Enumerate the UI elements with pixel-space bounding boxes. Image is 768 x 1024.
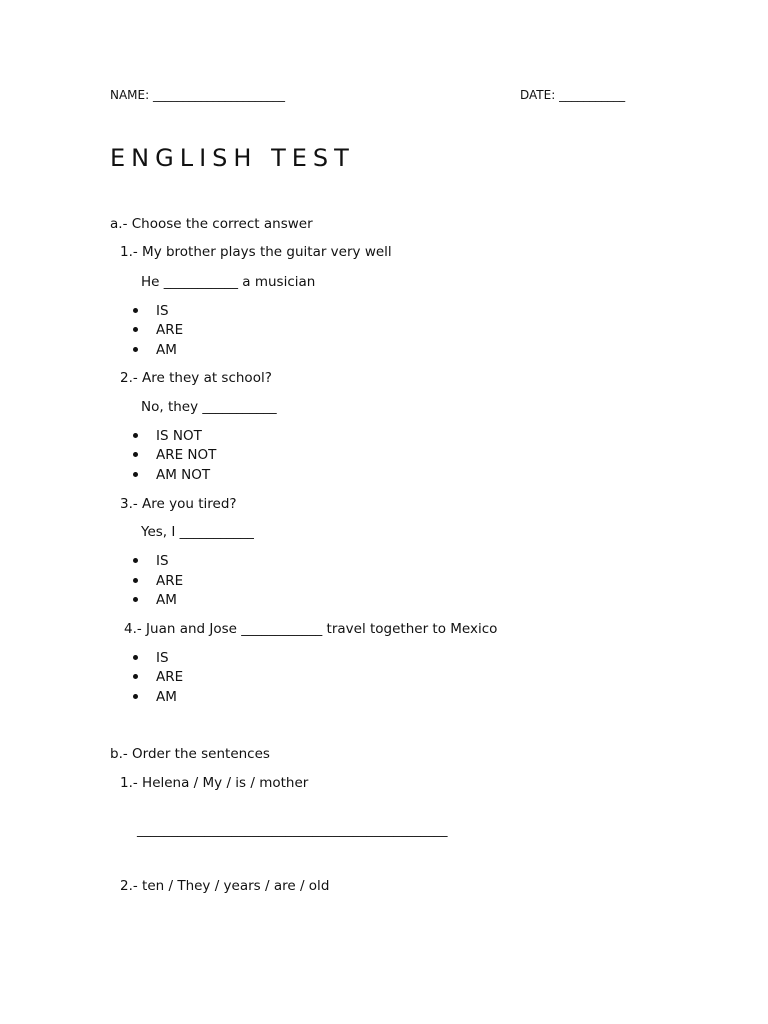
question-3-prompt: 3.- Are you tired? bbox=[120, 496, 237, 512]
bullet-icon bbox=[133, 347, 138, 352]
q4-option-3: AM bbox=[156, 689, 177, 705]
section-b-heading: b.- Order the sentences bbox=[110, 746, 270, 762]
bullet-icon bbox=[133, 433, 138, 438]
q1-option-2: ARE bbox=[156, 322, 184, 338]
bullet-icon bbox=[133, 578, 138, 583]
order-item-1-prompt: 1.- Helena / My / is / mother bbox=[120, 775, 309, 791]
q3-option-1: IS bbox=[156, 553, 169, 569]
question-1-prompt: 1.- My brother plays the guitar very well bbox=[120, 244, 392, 260]
q1-option-1: IS bbox=[156, 303, 169, 319]
bullet-icon bbox=[133, 327, 138, 332]
q3-option-3: AM bbox=[156, 592, 177, 608]
bullet-icon bbox=[133, 472, 138, 477]
question-3-sentence: Yes, I ___________ bbox=[141, 524, 254, 540]
q2-option-1: IS NOT bbox=[156, 428, 202, 444]
q2-option-2: ARE NOT bbox=[156, 447, 217, 463]
date-field: DATE: ___________ bbox=[520, 88, 626, 102]
bullet-icon bbox=[133, 674, 138, 679]
answer-line: ______________________________________________ bbox=[137, 822, 448, 838]
bullet-icon bbox=[133, 308, 138, 313]
bullet-icon bbox=[133, 597, 138, 602]
question-2-sentence: No, they ___________ bbox=[141, 399, 277, 415]
question-4-prompt: 4.- Juan and Jose ____________ travel together to Mexico bbox=[124, 621, 498, 637]
q2-option-3: AM NOT bbox=[156, 467, 211, 483]
bullet-icon bbox=[133, 452, 138, 457]
name-field: NAME: ______________________ bbox=[110, 88, 285, 102]
q4-option-2: ARE bbox=[156, 669, 184, 685]
bullet-icon bbox=[133, 558, 138, 563]
question-2-prompt: 2.- Are they at school? bbox=[120, 370, 272, 386]
q3-option-2: ARE bbox=[156, 573, 184, 589]
bullet-icon bbox=[133, 655, 138, 660]
question-1-sentence: He ___________ a musician bbox=[141, 274, 316, 290]
q4-option-1: IS bbox=[156, 650, 169, 666]
order-item-2-prompt: 2.- ten / They / years / are / old bbox=[120, 878, 330, 894]
bullet-icon bbox=[133, 694, 138, 699]
q1-option-3: AM bbox=[156, 342, 177, 358]
page-title: ENGLISH TEST bbox=[110, 144, 355, 172]
section-a-heading: a.- Choose the correct answer bbox=[110, 216, 313, 232]
